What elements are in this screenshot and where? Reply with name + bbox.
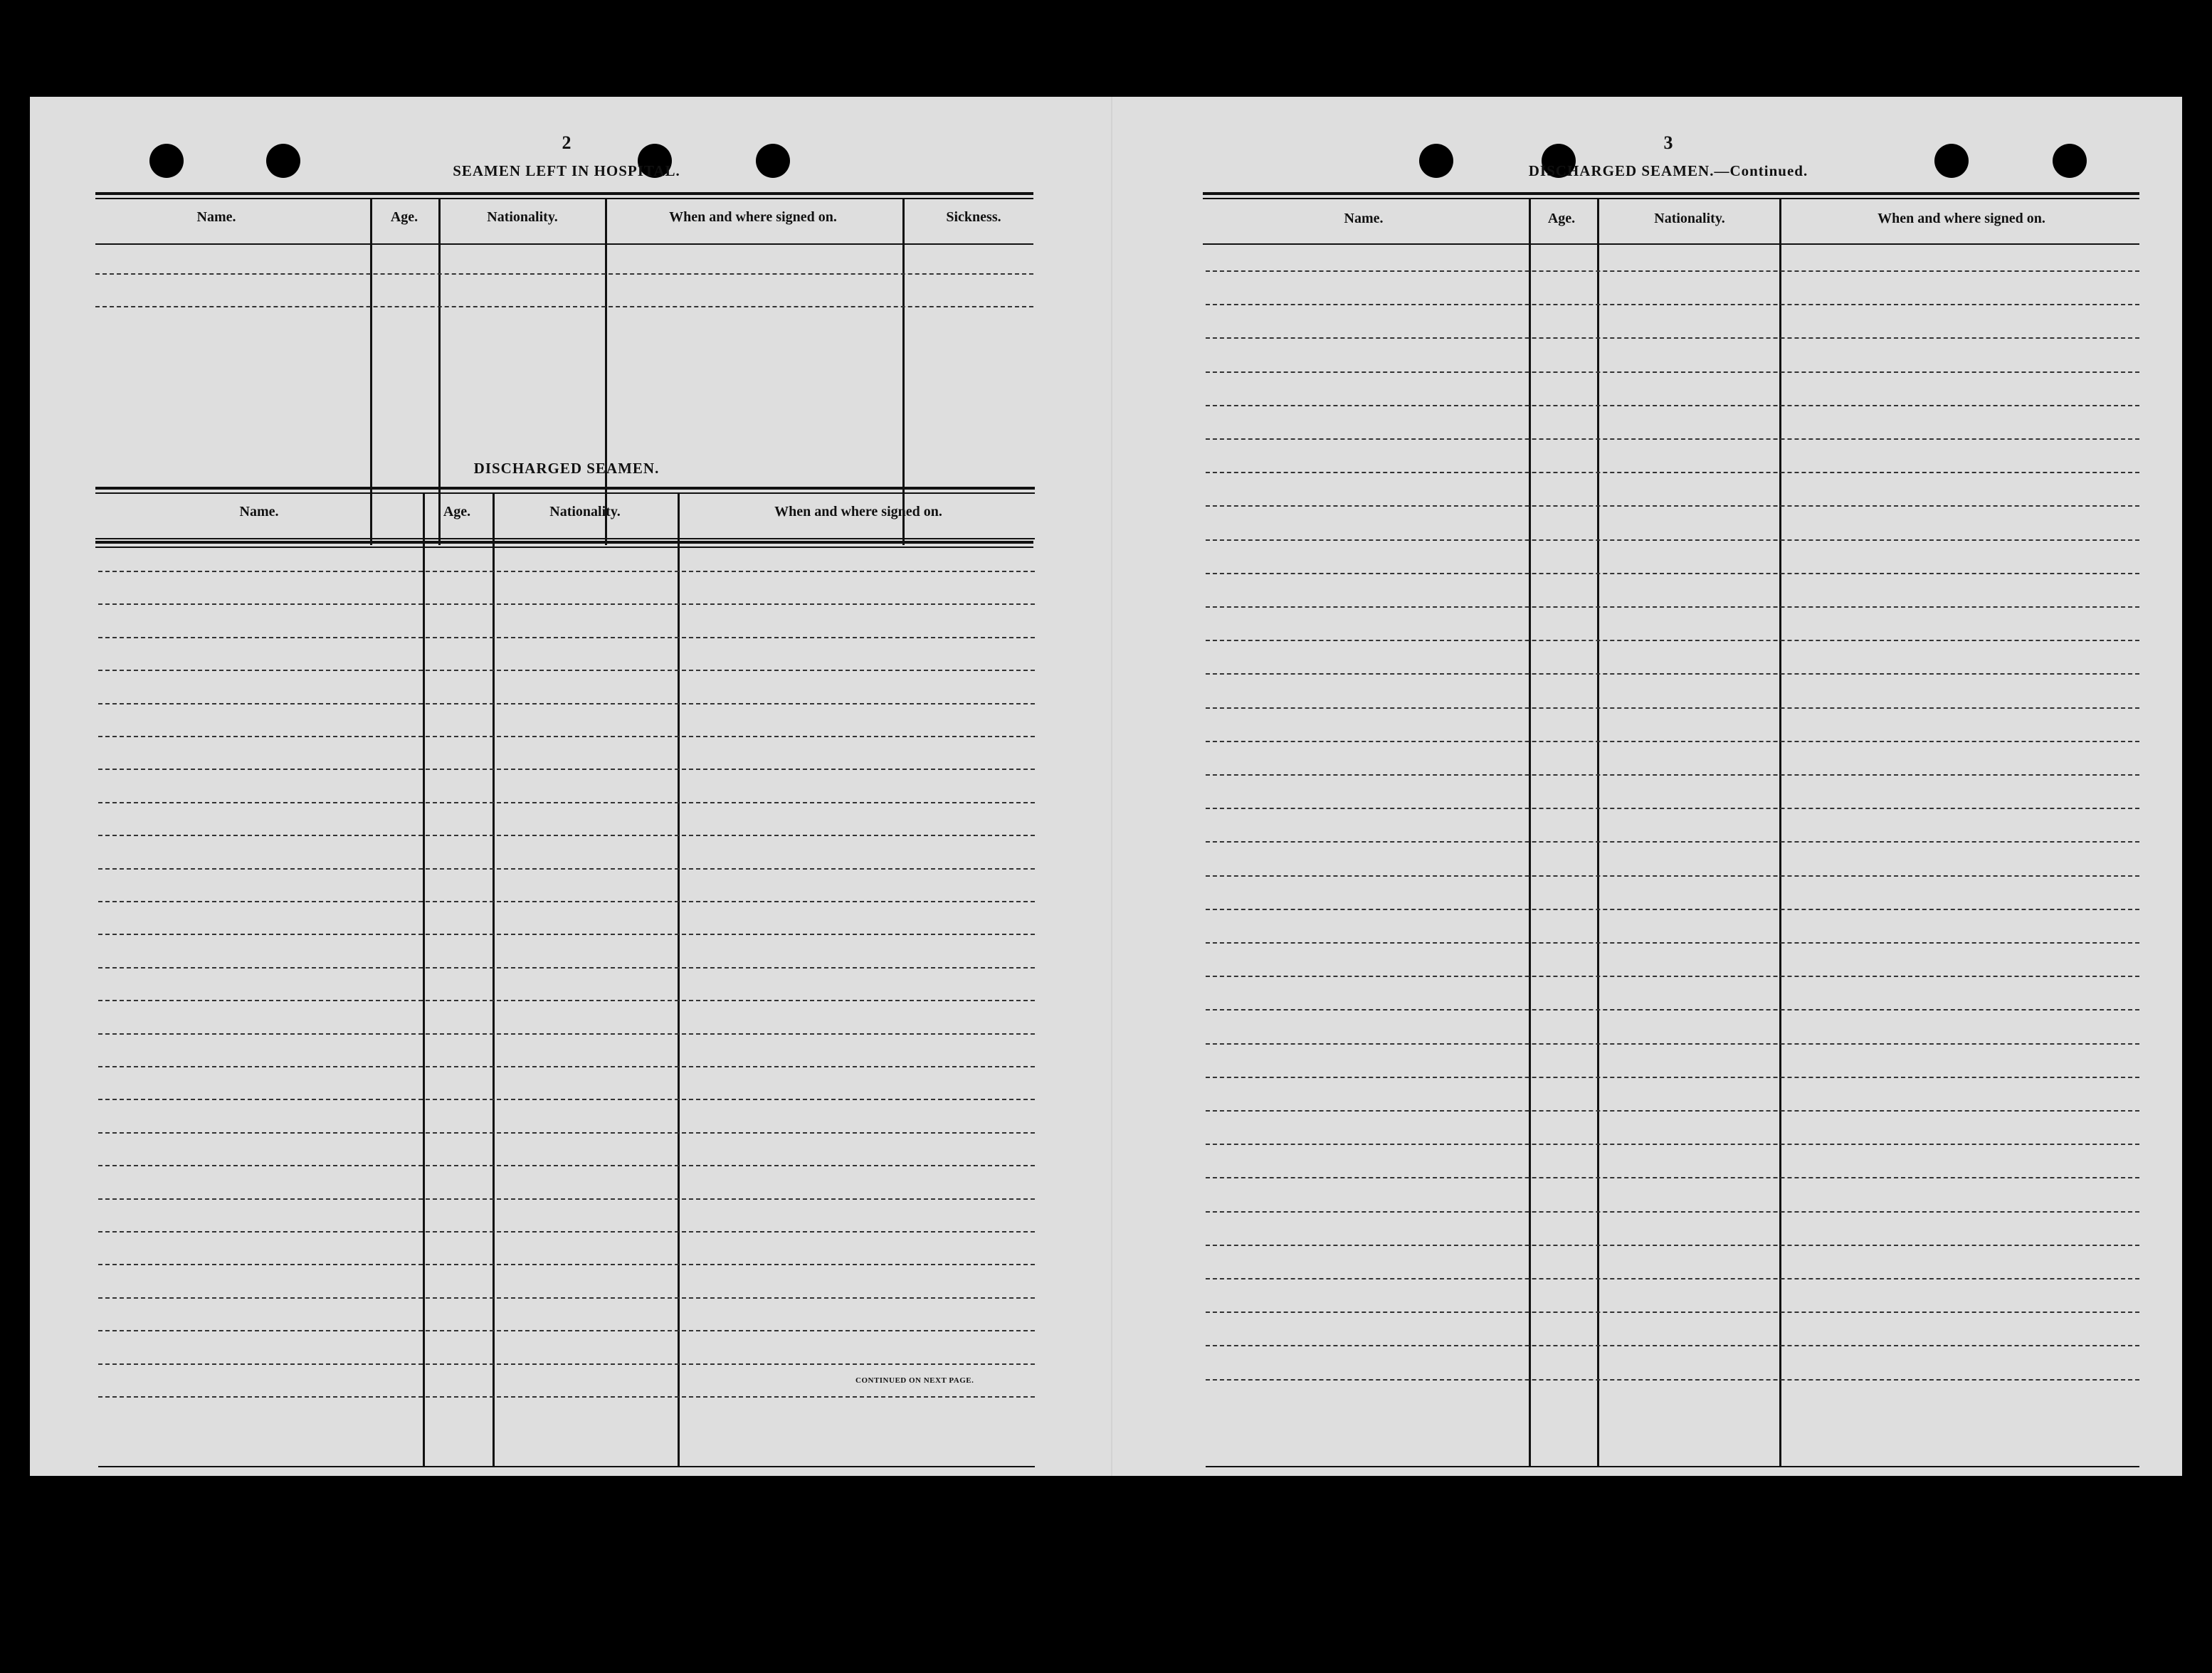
entry-row	[1206, 1110, 2139, 1112]
table-top-rule	[95, 192, 1033, 195]
entry-row	[98, 1132, 1035, 1134]
entry-row	[1206, 438, 2139, 440]
punch-hole	[1934, 144, 1969, 178]
left-page	[30, 97, 1112, 1476]
entry-row	[1206, 1144, 2139, 1145]
entry-row	[1206, 875, 2139, 877]
entry-row	[1206, 673, 2139, 675]
column-header: Nationality.	[549, 504, 621, 519]
column-header: Name.	[1344, 211, 1384, 226]
entry-row	[98, 835, 1035, 836]
table-bottom-rule	[95, 541, 1033, 544]
punch-hole	[2053, 144, 2087, 178]
page-number: 2	[562, 132, 572, 153]
column-header: Sickness.	[946, 209, 1001, 225]
entry-row	[1206, 1312, 2139, 1313]
column-divider	[423, 494, 425, 1466]
entry-row	[1206, 606, 2139, 608]
entry-row	[98, 603, 1035, 605]
section-title-hospital: SEAMEN LEFT IN HOSPITAL.	[453, 162, 680, 179]
entry-row	[98, 1396, 1035, 1398]
right-page	[1112, 97, 2182, 1476]
column-header: Name.	[196, 209, 236, 225]
column-divider	[1529, 199, 1531, 1466]
table-top-rule	[95, 492, 1035, 494]
table-top-rule	[95, 487, 1035, 490]
entry-row	[95, 273, 1033, 275]
entry-row	[98, 1033, 1035, 1035]
entry-row	[1206, 774, 2139, 776]
entry-row	[1206, 371, 2139, 373]
entry-row	[98, 1198, 1035, 1200]
page-number: 3	[1663, 132, 1673, 153]
entry-row	[98, 736, 1035, 737]
entry-row	[1206, 741, 2139, 742]
entry-row	[98, 1297, 1035, 1299]
table-top-rule	[95, 198, 1033, 199]
column-header: Name.	[239, 504, 279, 519]
entry-row	[1206, 841, 2139, 843]
entry-row	[1206, 1043, 2139, 1045]
entry-row	[98, 1099, 1035, 1100]
entry-row	[98, 802, 1035, 803]
entry-row	[1206, 472, 2139, 473]
entry-row	[98, 1330, 1035, 1331]
entry-row	[95, 306, 1033, 307]
entry-row	[1206, 405, 2139, 406]
entry-row	[1206, 1245, 2139, 1246]
entry-row	[98, 637, 1035, 638]
entry-row	[1206, 1077, 2139, 1078]
entry-row	[98, 1000, 1035, 1001]
header-underline	[95, 243, 1033, 245]
table-bottom-rule	[95, 547, 1033, 548]
table-top-rule	[1203, 198, 2139, 199]
entry-row	[1206, 304, 2139, 305]
header-underline	[95, 538, 1035, 539]
entry-row	[98, 769, 1035, 770]
table-bottom-rule	[1206, 1466, 2139, 1467]
column-divider	[678, 494, 680, 1466]
punch-hole	[756, 144, 790, 178]
entry-row	[98, 1066, 1035, 1067]
entry-row	[98, 1231, 1035, 1233]
entry-row	[1206, 1379, 2139, 1381]
column-divider	[1597, 199, 1599, 1466]
column-header: Nationality.	[487, 209, 558, 225]
punch-hole	[149, 144, 184, 178]
entry-row	[1206, 976, 2139, 977]
ledger-sheet	[30, 97, 2182, 1476]
column-header: When and where signed on.	[774, 504, 942, 519]
entry-row	[1206, 505, 2139, 507]
entry-row	[1206, 909, 2139, 910]
entry-row	[1206, 1177, 2139, 1178]
entry-row	[1206, 337, 2139, 339]
table-top-rule	[1203, 192, 2139, 195]
entry-row	[1206, 573, 2139, 574]
entry-row	[98, 868, 1035, 870]
column-divider	[1779, 199, 1781, 1466]
continued-note: CONTINUED ON NEXT PAGE.	[855, 1376, 974, 1385]
entry-row	[98, 1165, 1035, 1166]
entry-row	[98, 571, 1035, 572]
punch-hole	[1419, 144, 1453, 178]
entry-row	[1206, 1278, 2139, 1279]
column-header: When and where signed on.	[1877, 211, 2045, 226]
entry-row	[98, 1363, 1035, 1365]
entry-row	[1206, 808, 2139, 809]
entry-row	[98, 901, 1035, 902]
entry-row	[1206, 1345, 2139, 1346]
table-bottom-rule	[98, 1466, 1035, 1467]
column-header: Age.	[1547, 211, 1576, 226]
column-divider	[493, 494, 495, 1466]
section-title-discharged-continued: DISCHARGED SEAMEN.—Continued.	[1528, 162, 1808, 179]
entry-row	[1206, 707, 2139, 709]
entry-row	[1206, 942, 2139, 944]
entry-row	[1206, 539, 2139, 541]
entry-row	[1206, 640, 2139, 641]
entry-row	[98, 703, 1035, 704]
column-header: Nationality.	[1654, 211, 1725, 226]
entry-row	[1206, 1009, 2139, 1010]
punch-hole	[266, 144, 300, 178]
header-underline	[1203, 243, 2139, 245]
entry-row	[98, 1264, 1035, 1265]
entry-row	[98, 670, 1035, 671]
column-header: Age.	[443, 504, 471, 519]
entry-row	[98, 967, 1035, 969]
entry-row	[1206, 270, 2139, 272]
section-title-discharged: DISCHARGED SEAMEN.	[473, 460, 660, 477]
column-header: Age.	[390, 209, 418, 225]
entry-row	[98, 934, 1035, 935]
column-header: When and where signed on.	[669, 209, 837, 225]
entry-row	[1206, 1211, 2139, 1213]
